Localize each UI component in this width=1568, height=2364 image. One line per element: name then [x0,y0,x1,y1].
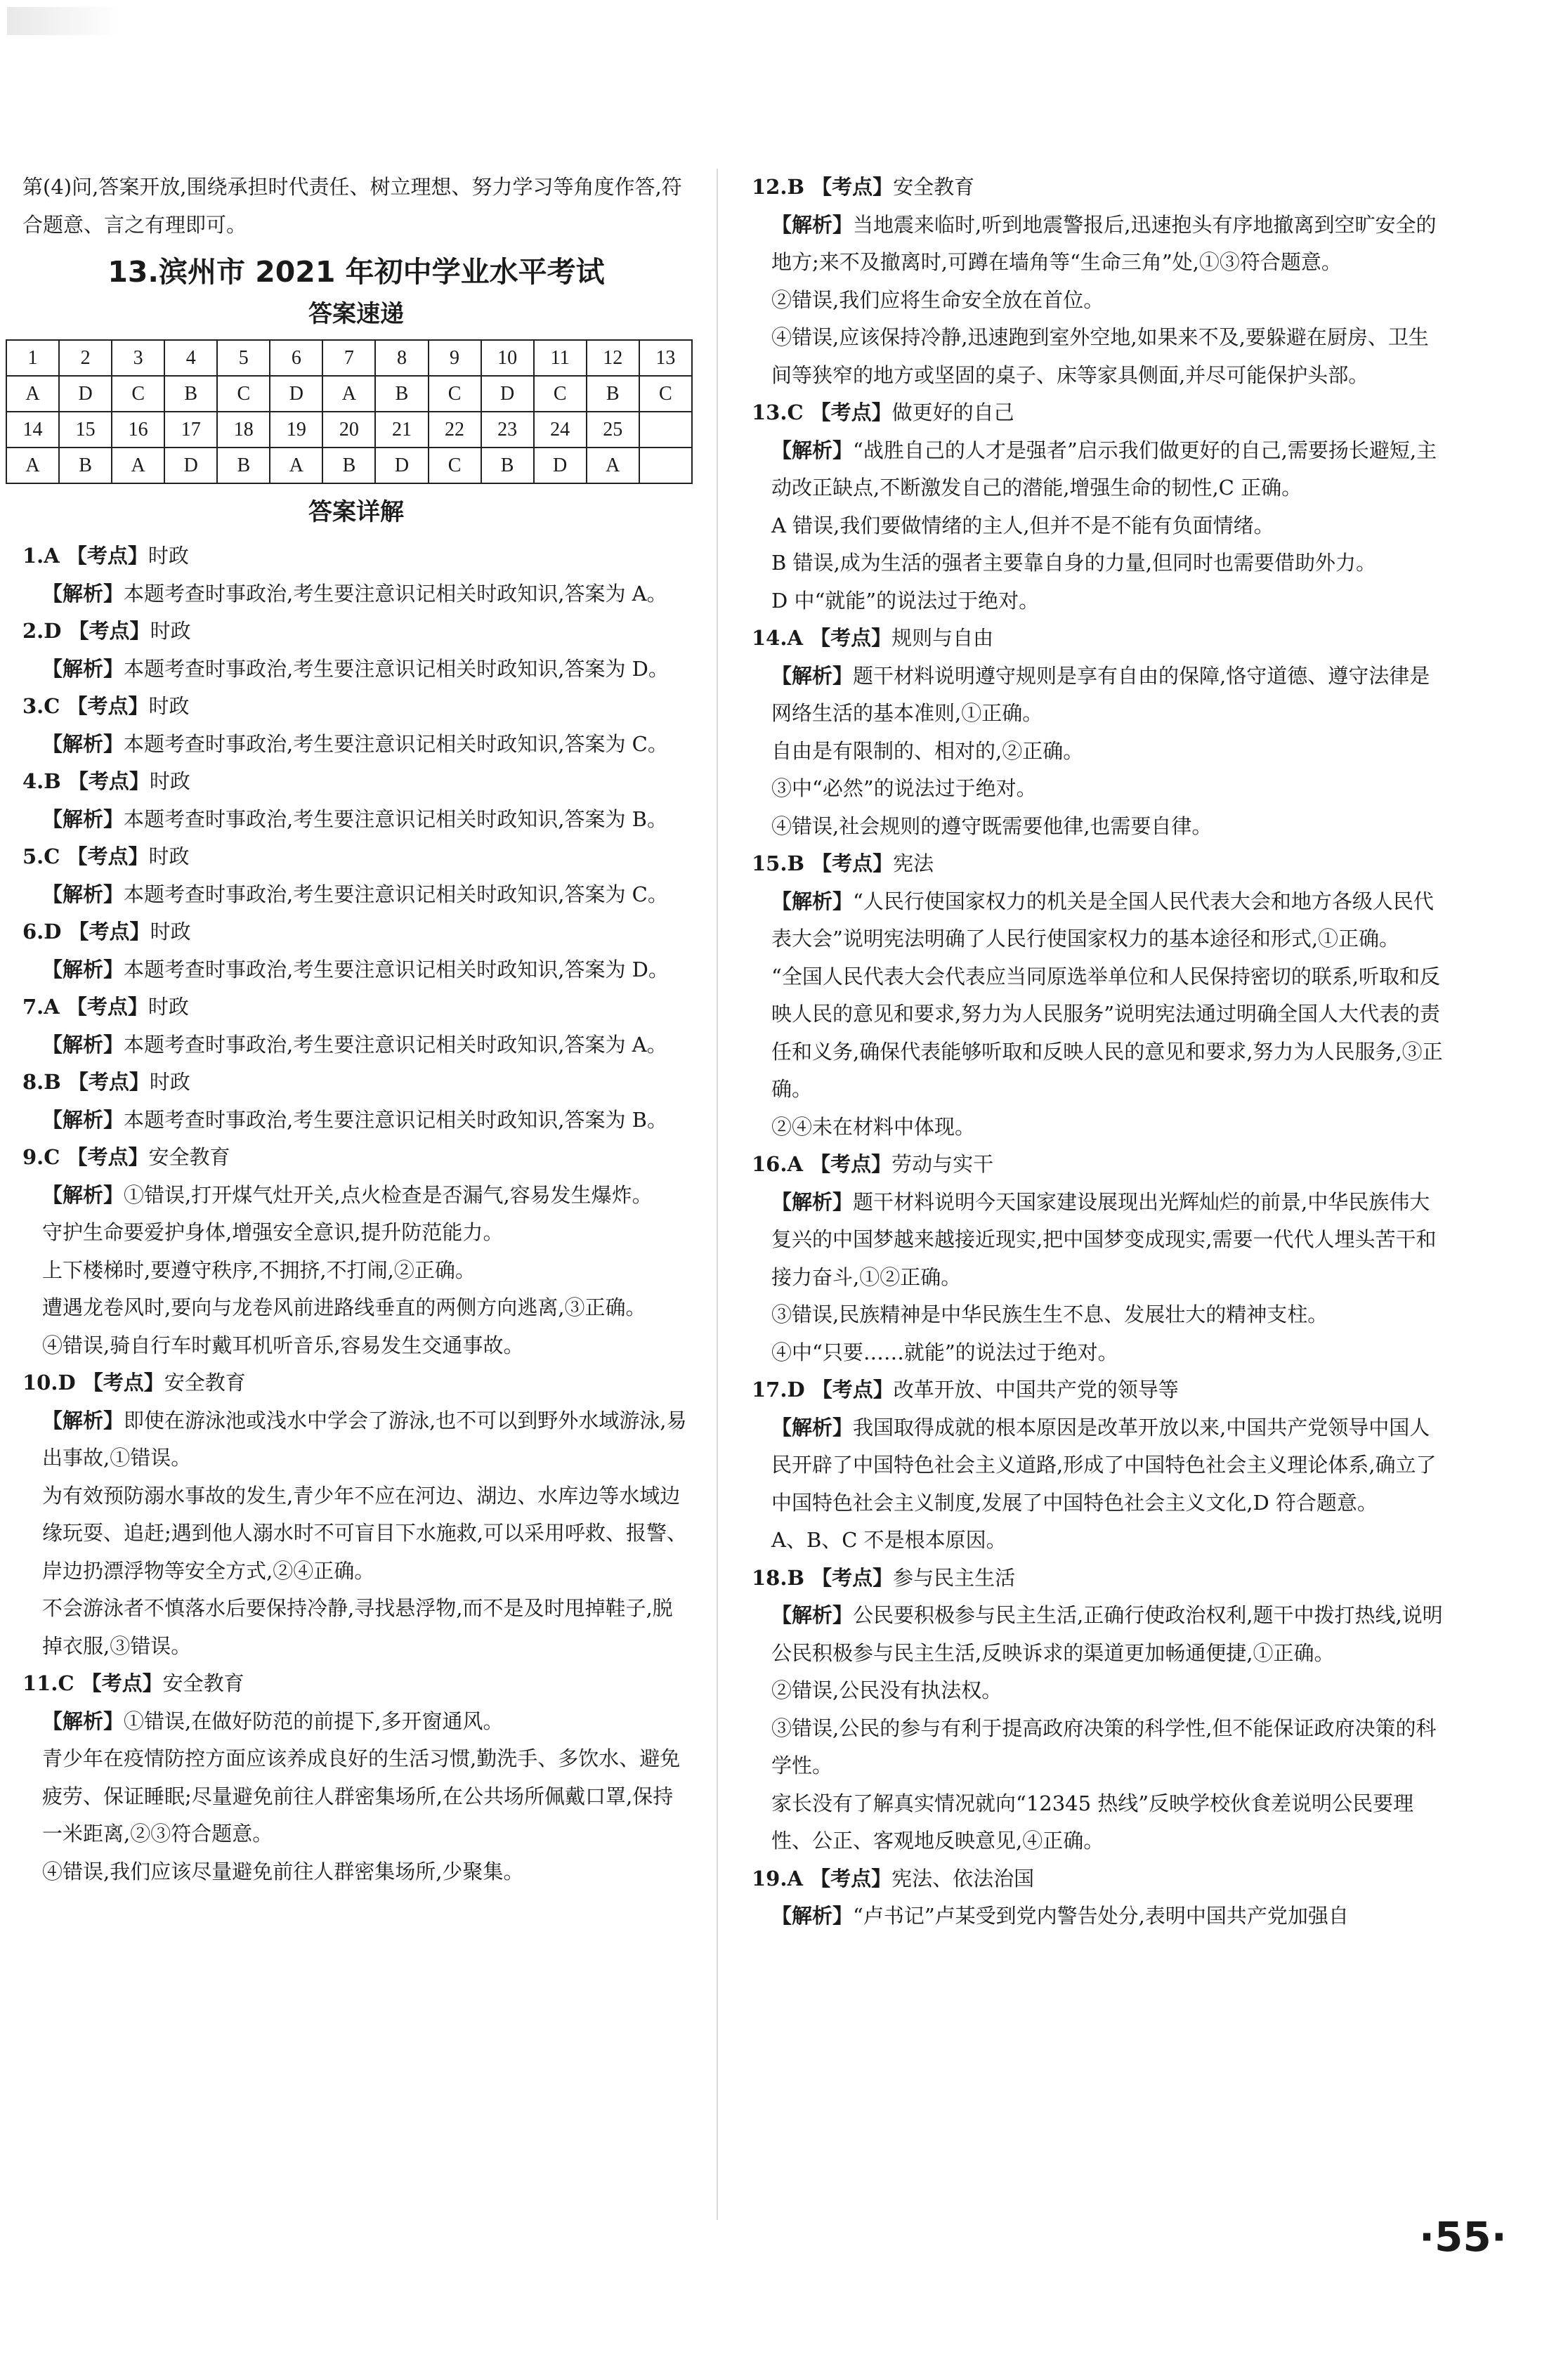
question-number: 12.B [752,175,804,199]
answer-table-cell: 7 [322,340,375,376]
answer-table-cell: A [322,376,375,412]
jiexi-label: 【解析】 [42,656,124,681]
analysis-text: 即使在游泳池或浅水中学会了游泳,也不可以到野外水域游泳,易出事故,①错误。 [42,1408,687,1470]
analysis-paragraph [22,1703,690,1741]
question-number: 4.B [22,769,61,793]
intro-text: 第(4)问,答案开放,围绕承担时代责任、树立理想、努力学习等角度作答,符合题意、言之有理即可。 [22,175,682,237]
answer-table-cell [639,412,692,448]
analysis-paragraph [752,1710,1447,1785]
question-number: 9.C [22,1145,60,1169]
analysis-paragraph [752,1109,1447,1147]
analysis-paragraph [752,507,1447,545]
analysis-text: ②④未在材料中体现。 [771,1114,976,1139]
analysis-text: “人民行使国家权力的机关是全国人民代表大会和地方各级人民代表大会”说明宪法明确了人民行使国家权力的基本途径和形式,①正确。 [771,889,1434,951]
analysis-paragraph [752,1184,1447,1297]
analysis-paragraph [22,1252,690,1290]
analysis-text: ③错误,公民的参与有利于提高政府决策的科学性,但不能保证政府决策的科学性。 [771,1716,1437,1777]
answer-table-cell: C [534,376,587,412]
answer-table-cell: 13 [639,340,692,376]
question-number: 18.B [752,1565,804,1590]
kaodian-label: 【考点】 [67,1145,149,1169]
jiexi-label: 【解析】 [42,1709,124,1733]
question-topic: 劳动与实干 [891,1152,994,1176]
analysis-text: ①错误,打开煤气灶开关,点火检查是否漏气,容易发生爆炸。 [124,1182,653,1207]
question-number: 10.D [22,1371,76,1395]
analysis-paragraph [752,1672,1447,1710]
analysis-paragraph [752,958,1447,1109]
analysis-text: 不会游泳者不慎落水后要保持冷静,寻找悬浮物,而不是及时甩掉鞋子,脱掉衣服,③错误。 [42,1596,673,1658]
analysis-text: ④错误,骑自行车时戴耳机听音乐,容易发生交通事故。 [42,1333,524,1357]
answer-table-cell: 17 [164,412,217,448]
answer-table-cell: A [270,448,322,483]
answer-table-cell: 19 [270,412,322,448]
jiexi-label: 【解析】 [42,1182,124,1207]
analysis-text: 为有效预防溺水事故的发生,青少年不应在河边、湖边、水库边等水域边缘玩耍、追赶;遇到他人溺水时不可盲目下水施救,可以采用呼救、报警、岸边扔漂浮物等安全方式,②④正确。 [42,1483,687,1583]
analysis-text: A、B、C 不是根本原因。 [771,1528,1007,1552]
kaodian-label: 【考点】 [82,1371,164,1395]
analysis-text: 本题考查时事政治,考生要注意识记相关时政知识,答案为 C。 [124,731,668,756]
analysis-paragraph [22,1402,690,1477]
answer-table-cell: B [217,448,270,483]
analysis-paragraph [22,1477,690,1591]
answer-table-cell: C [112,376,164,412]
analysis-text: 上下楼梯时,要遵守秩序,不拥挤,不打闹,②正确。 [42,1258,476,1282]
question-topic: 参与民主生活 [893,1565,1016,1590]
answer-table-cell: 12 [587,340,639,376]
left-question-list [22,537,690,1890]
answer-table-cell: B [164,376,217,412]
analysis-paragraph [22,876,690,914]
details-title: 答案详解 [308,498,404,526]
analysis-paragraph [22,1214,690,1252]
answer-table-cell: B [322,448,375,483]
analysis-paragraph [752,770,1447,808]
analysis-paragraph [752,544,1447,582]
analysis-paragraph [752,808,1447,846]
analysis-text: 当地震来临时,听到地震警报后,迅速抱头有序地撤离到空旷安全的地方;来不及撤离时,可蹲在墙角等“生命三角”处,①③符合题意。 [771,212,1437,274]
jiexi-label: 【解析】 [771,438,854,462]
kaodian-label: 【考点】 [67,694,149,718]
question-header [22,1665,690,1703]
analysis-paragraph [752,733,1447,771]
answer-table-cell: 5 [217,340,270,376]
answer-table-cell: D [534,448,587,483]
question-header [22,537,690,575]
section-title: 13.滨州市 2021 年初中学业水平考试 [107,255,605,289]
jiexi-label: 【解析】 [771,1904,854,1928]
corner-mark [7,7,119,35]
jiexi-label: 【解析】 [771,212,854,237]
analysis-text: “战胜自己的人才是强者”启示我们做更好的自己,需要扬长避短,主动改正缺点,不断激发自己的潜能,增强生命的韧性,C 正确。 [771,438,1437,499]
kaodian-label: 【考点】 [67,844,149,868]
analysis-text: B 错误,成为生活的强者主要靠自身的力量,但同时也需要借助外力。 [771,551,1376,575]
answer-table-row [6,448,692,483]
analysis-paragraph [752,1522,1447,1560]
answer-table-cell: D [375,448,428,483]
answer-table-cell: 15 [59,412,112,448]
analysis-paragraph [22,1327,690,1365]
analysis-paragraph [752,282,1447,320]
analysis-text: 本题考查时事政治,考生要注意识记相关时政知识,答案为 C。 [124,882,668,906]
analysis-paragraph [752,883,1447,958]
answer-table-cell: 9 [429,340,481,376]
answer-table-cell: D [481,376,534,412]
question-header [22,988,690,1026]
kaodian-label: 【考点】 [68,920,150,943]
kaodian-label: 【考点】 [811,1565,894,1590]
question-header [752,845,1447,883]
question-topic: 时政 [150,920,191,943]
answer-table-cell: C [429,376,481,412]
analysis-paragraph [752,432,1447,507]
jiexi-label: 【解析】 [771,1415,854,1439]
question-topic: 安全教育 [893,175,975,199]
question-topic: 时政 [148,544,189,568]
question-number: 11.C [22,1671,74,1695]
analysis-paragraph [752,1898,1447,1935]
analysis-text: 本题考查时事政治,考生要注意识记相关时政知识,答案为 B。 [124,1107,667,1132]
jiexi-label: 【解析】 [771,663,854,688]
analysis-text: ④错误,我们应该尽量避免前往人群密集场所,少聚集。 [42,1859,524,1883]
analysis-text: ①错误,在做好防范的前提下,多开窗通风。 [124,1709,504,1733]
analysis-paragraph [752,319,1447,394]
question-topic: 做更好的自己 [891,400,1014,424]
kaodian-label: 【考点】 [67,1070,150,1094]
question-number: 3.C [22,694,60,718]
right-question-list [752,169,1447,1935]
kaodian-label: 【考点】 [810,1866,892,1890]
analysis-text: ②错误,公民没有执法权。 [771,1678,1002,1702]
quick-answers-title: 答案速递 [308,300,404,328]
question-header [22,1139,690,1177]
question-topic: 时政 [148,995,189,1019]
question-number: 5.C [22,844,60,868]
question-topic: 时政 [149,1070,190,1094]
answer-table-cell: 14 [6,412,59,448]
analysis-paragraph [22,1177,690,1215]
analysis-paragraph [752,1409,1447,1522]
answer-table-cell: 24 [534,412,587,448]
analysis-text: 自由是有限制的、相对的,②正确。 [771,738,1084,763]
question-header [752,1146,1447,1184]
analysis-paragraph [22,1289,690,1327]
answer-table [6,339,693,484]
answer-table-cell: 3 [112,340,164,376]
kaodian-label: 【考点】 [81,1671,163,1695]
analysis-text: 公民要积极参与民主生活,正确行使政治权利,题干中拨打热线,说明公民积极参与民主生活,反映诉求的渠道更加畅通便捷,①正确。 [771,1603,1443,1665]
question-number: 8.B [22,1070,61,1094]
answer-table-cell: B [59,448,112,483]
answer-table-cell: 4 [164,340,217,376]
kaodian-label: 【考点】 [811,851,894,875]
answer-table-cell: A [6,448,59,483]
analysis-paragraph [22,651,690,688]
analysis-text: 本题考查时事政治,考生要注意识记相关时政知识,答案为 B。 [124,806,667,831]
question-topic: 宪法、依法治国 [891,1866,1035,1890]
question-header [752,1371,1447,1409]
jiexi-label: 【解析】 [42,581,124,606]
question-number: 19.A [752,1866,803,1890]
analysis-paragraph [752,1296,1447,1334]
analysis-text: D 中“就能”的说法过于绝对。 [771,588,1040,613]
question-header [22,763,690,801]
question-header [22,613,690,651]
kaodian-label: 【考点】 [811,175,894,199]
question-topic: 时政 [150,619,191,643]
analysis-text: 本题考查时事政治,考生要注意识记相关时政知识,答案为 D。 [124,957,669,981]
answer-table-row [6,340,692,376]
analysis-paragraph [22,801,690,839]
kaodian-label: 【考点】 [810,626,892,650]
answer-table-cell: 25 [587,412,639,448]
kaodian-label: 【考点】 [66,995,148,1019]
question-topic: 安全教育 [162,1671,244,1695]
analysis-paragraph [752,1334,1447,1372]
question-header [752,394,1447,432]
question-header [752,1560,1447,1598]
answer-table-cell: C [429,448,481,483]
answer-table-cell: D [164,448,217,483]
analysis-text: 遭遇龙卷风时,要向与龙卷风前进路线垂直的两侧方向逃离,③正确。 [42,1295,646,1319]
analysis-text: 题干材料说明今天国家建设展现出光辉灿烂的前景,中华民族伟大复兴的中国梦越来越接近现实,把中国梦变成现实,需要一代代人埋头苦干和接力奋斗,①②正确。 [771,1189,1437,1289]
kaodian-label: 【考点】 [68,619,150,643]
jiexi-label: 【解析】 [42,1107,124,1132]
column-divider [717,169,718,2220]
answer-table-row [6,376,692,412]
question-header [752,1860,1447,1898]
analysis-text: 守护生命要爱护身体,增强安全意识,提升防范能力。 [42,1220,504,1244]
analysis-paragraph [752,1597,1447,1672]
answer-table-cell [639,448,692,483]
question-number: 14.A [752,626,803,650]
answer-table-cell: 22 [429,412,481,448]
answer-table-cell: 8 [375,340,428,376]
analysis-paragraph [22,1102,690,1139]
answer-table-cell: A [112,448,164,483]
analysis-paragraph [22,951,690,989]
page-number: ·55· [1419,2213,1507,2261]
answer-table-cell: 20 [322,412,375,448]
question-topic: 时政 [149,769,190,793]
analysis-text: “全国人民代表大会代表应当同原选举单位和人民保持密切的联系,听取和反映人民的意见和要求,努力为人民服务”说明宪法通过明确全国人大代表的责任和义务,确保代表能够听取和反映人民的意见和要求,努力为人民服务,③正确。 [771,964,1443,1101]
analysis-paragraph [752,582,1447,620]
analysis-text: ②错误,我们应将生命安全放在首位。 [771,287,1104,312]
question-topic: 安全教育 [148,1145,230,1169]
jiexi-label: 【解析】 [42,1408,124,1432]
analysis-paragraph [22,1853,690,1891]
analysis-text: ③中“必然”的说法过于绝对。 [771,776,1037,800]
analysis-text: ④错误,应该保持冷静,迅速跑到室外空地,如果来不及,要躲避在厨房、卫生间等狭窄的地方或坚固的桌子、床等家具侧面,并尽可能保护头部。 [771,325,1429,387]
answer-table-cell: D [59,376,112,412]
question-topic: 安全教育 [164,1371,246,1395]
analysis-paragraph [22,726,690,764]
analysis-text: 我国取得成就的根本原因是改革开放以来,中国共产党领导中国人民开辟了中国特色社会主义道路,形成了中国特色社会主义理论体系,确立了中国特色社会主义制度,发展了中国特色社会主义文化,D 符合题意。 [771,1415,1437,1515]
jiexi-label: 【解析】 [42,731,124,756]
jiexi-label: 【解析】 [42,957,124,981]
analysis-paragraph [22,1590,690,1665]
answer-table-cell: 6 [270,340,322,376]
analysis-text: ④错误,社会规则的遵守既需要他律,也需要自律。 [771,814,1213,838]
answer-table-cell: 18 [217,412,270,448]
analysis-text: 题干材料说明遵守规则是享有自由的保障,恪守道德、遵守法律是网络生活的基本准则,①正确。 [771,663,1430,725]
kaodian-label: 【考点】 [810,400,892,424]
answer-table-cell: B [587,376,639,412]
analysis-paragraph [22,1740,690,1853]
question-number: 1.A [22,544,60,568]
answer-table-cell: 2 [59,340,112,376]
question-topic: 宪法 [893,851,934,875]
question-number: 17.D [752,1378,805,1402]
analysis-text: 家长没有了解真实情况就向“12345 热线”反映学校伙食差说明公民要理性、公正、客观地反映意见,④正确。 [771,1791,1414,1853]
analysis-text: “卢书记”卢某受到党内警告处分,表明中国共产党加强自 [853,1904,1349,1928]
answer-table-cell: B [375,376,428,412]
kaodian-label: 【考点】 [66,544,148,568]
question-number: 16.A [752,1152,803,1176]
jiexi-label: 【解析】 [42,806,124,831]
answer-table-cell: 23 [481,412,534,448]
analysis-text: ③错误,民族精神是中华民族生生不息、发展壮大的精神支柱。 [771,1302,1328,1326]
analysis-text: 本题考查时事政治,考生要注意识记相关时政知识,答案为 A。 [124,581,667,606]
answer-table-cell: C [217,376,270,412]
question-topic: 时政 [148,844,190,868]
analysis-text: ④中“只要……就能”的说法过于绝对。 [771,1340,1118,1364]
kaodian-label: 【考点】 [811,1378,894,1402]
answer-table-cell: A [587,448,639,483]
question-number: 6.D [22,920,62,943]
analysis-paragraph [752,207,1447,282]
question-header [22,1064,690,1102]
answer-table-cell: B [481,448,534,483]
analysis-paragraph [752,658,1447,733]
jiexi-label: 【解析】 [42,882,124,906]
answer-table-cell: D [270,376,322,412]
right-column [752,169,1447,1935]
jiexi-label: 【解析】 [42,1032,124,1057]
question-topic: 规则与自由 [891,626,994,650]
analysis-text: 本题考查时事政治,考生要注意识记相关时政知识,答案为 D。 [124,656,669,681]
jiexi-label: 【解析】 [771,889,854,913]
question-header [22,913,690,951]
question-number: 13.C [752,400,804,424]
question-number: 15.B [752,851,804,875]
question-header [752,620,1447,658]
analysis-text: 青少年在疫情防控方面应该养成良好的生活习惯,勤洗手、多饮水、避免疲劳、保证睡眠;尽量避免前往人群密集场所,在公共场所佩戴口罩,保持一米距离,②③符合题意。 [42,1746,681,1846]
kaodian-label: 【考点】 [810,1152,892,1176]
answer-table-cell: C [639,376,692,412]
kaodian-label: 【考点】 [67,769,150,793]
answer-table-cell: A [6,376,59,412]
analysis-text: 本题考查时事政治,考生要注意识记相关时政知识,答案为 A。 [124,1032,667,1057]
analysis-paragraph [22,575,690,613]
question-header [752,169,1447,207]
answer-table-row [6,412,692,448]
answer-table-cell: 21 [375,412,428,448]
question-number: 7.A [22,995,60,1019]
answer-table-cell: 1 [6,340,59,376]
question-topic: 改革开放、中国共产党的领导等 [893,1378,1179,1402]
analysis-paragraph [22,1026,690,1064]
question-header [22,1364,690,1402]
left-column [22,169,690,1890]
analysis-paragraph [752,1785,1447,1860]
question-header [22,838,690,876]
jiexi-label: 【解析】 [771,1603,854,1627]
question-topic: 时政 [148,694,190,718]
jiexi-label: 【解析】 [771,1189,854,1214]
answer-table-cell: 11 [534,340,587,376]
question-number: 2.D [22,619,62,643]
question-header [22,688,690,726]
answer-table-cell: 16 [112,412,164,448]
analysis-text: A 错误,我们要做情绪的主人,但并不是不能有负面情绪。 [771,513,1274,537]
answer-table-cell: 10 [481,340,534,376]
